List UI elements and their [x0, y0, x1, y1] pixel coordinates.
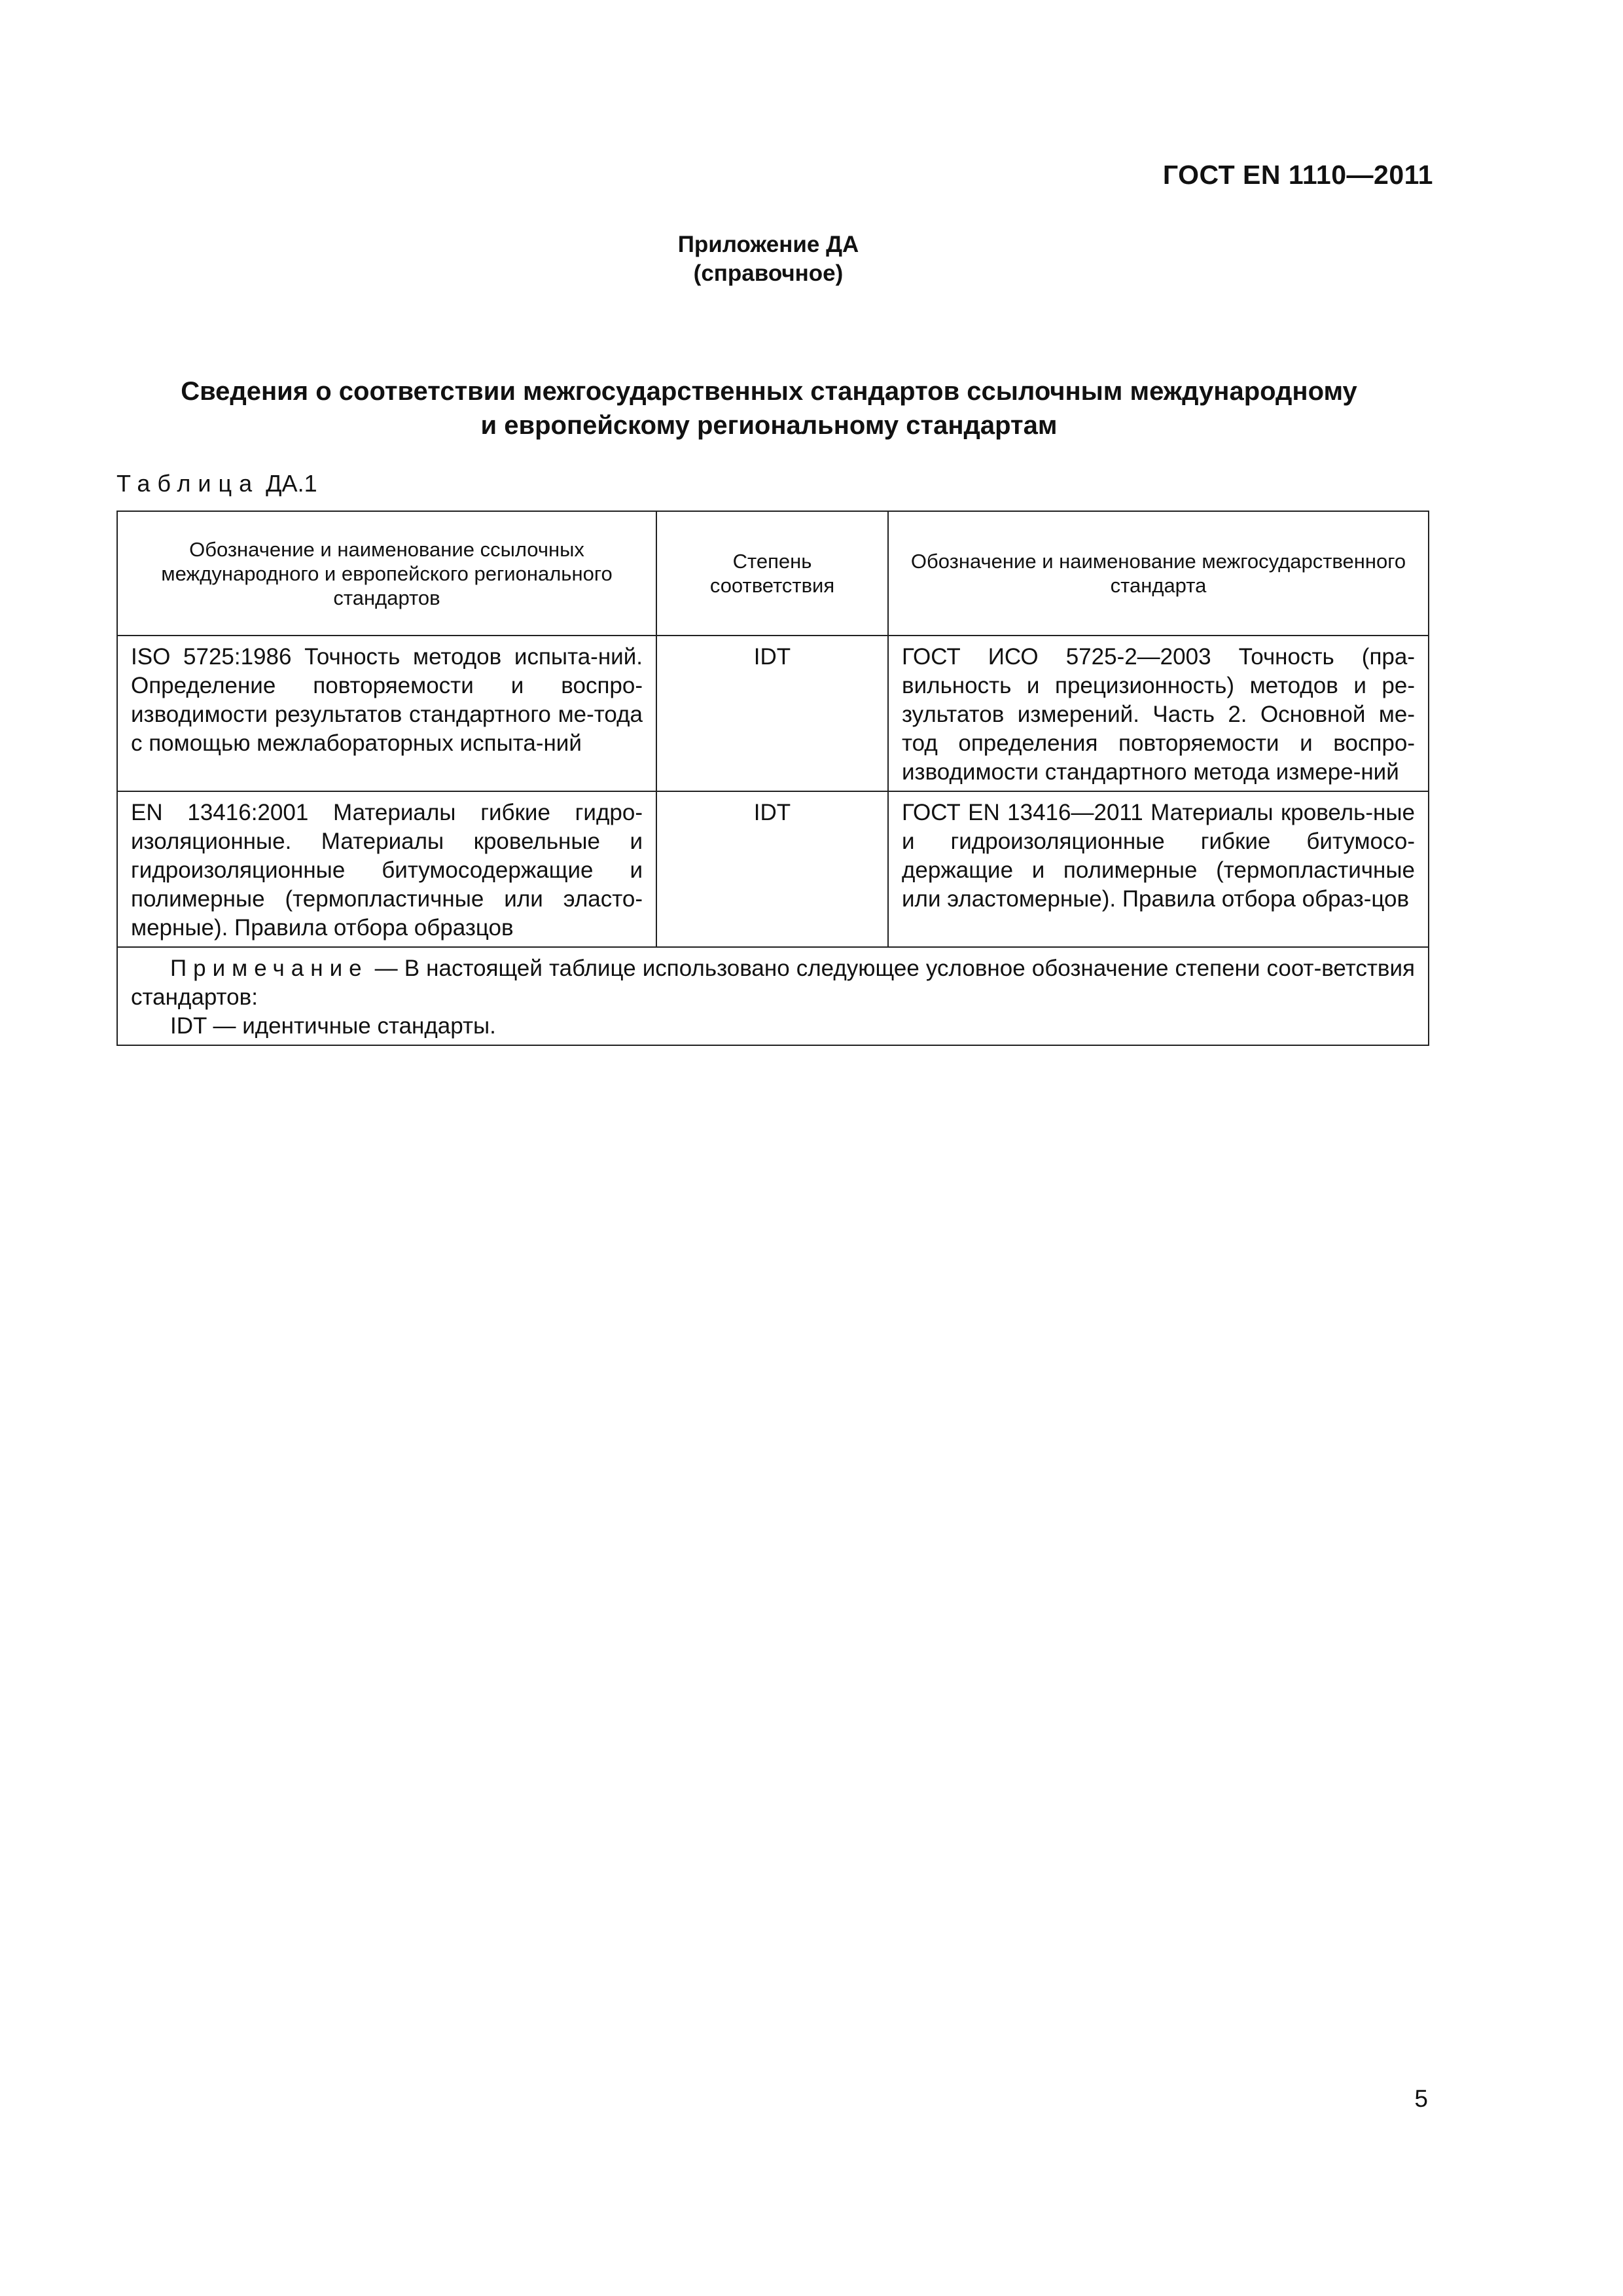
section-title [98, 374, 1440, 442]
note-paragraph [131, 954, 1415, 1012]
annex-title: Приложение ДА [677, 232, 859, 257]
table-caption-word: Таблица [116, 470, 260, 497]
cell-degree: IDT [656, 791, 888, 947]
table-row [117, 791, 1429, 947]
cell-interstate: ГОСТ ИСО 5725-2—2003 Точность (пра-вильность и прецизионность) методов и ре-зультатов измерений. Часть 2. Основной ме-тод определения повторяемости и воспро-изводимости стандартного метода измере-ний [888, 636, 1429, 791]
table-note-row [117, 947, 1429, 1045]
cell-degree: IDT [656, 636, 888, 791]
header-reference-standards: Обозначение и наименование ссылочных международного и европейского регионального стандартов [117, 511, 656, 636]
table-caption [116, 470, 317, 497]
note-item-text: IDT — идентичные стандарты. [170, 1013, 496, 1039]
table-row [117, 636, 1429, 791]
standards-table [116, 511, 1429, 1046]
note-text: — В настоящей таблице использовано следующее условное обозначение степени соот-ветствия стандартов: [131, 956, 1415, 1010]
table-header-row [117, 511, 1429, 636]
note-item [131, 1012, 1415, 1041]
note-label-text: Примечание [170, 956, 368, 981]
annex-heading [0, 230, 1537, 288]
note-label [131, 954, 368, 983]
section-title-line1: Сведения о соответствии межгосударственных стандартов ссылочным международному [181, 377, 1357, 406]
cell-interstate: ГОСТ EN 13416—2011 Материалы кровель-ные и гидроизоляционные гибкие битумосо-держащие и полимерные (термопластичные или эластомерные). Правила отбора образ-цов [888, 791, 1429, 947]
table-note [117, 947, 1429, 1045]
header-degree: Степень соответствия [656, 511, 888, 636]
table-caption-number: ДА.1 [266, 470, 317, 497]
section-title-line2: и европейскому региональному стандартам [480, 411, 1058, 440]
header-interstate-standard: Обозначение и наименование межгосударственного стандарта [888, 511, 1429, 636]
annex-type: (справочное) [693, 260, 844, 286]
cell-reference: ISO 5725:1986 Точность методов испыта-ний. Определение повторяемости и воспро-изводимости результатов стандартного ме-тода с помощью межлабораторных испыта-ний [117, 636, 656, 791]
document-code: ГОСТ EN 1110—2011 [1162, 160, 1433, 190]
page-number: 5 [1414, 2085, 1428, 2112]
cell-reference: EN 13416:2001 Материалы гибкие гидро-изоляционные. Материалы кровельные и гидроизоляционные битумосодержащие и полимерные (термопластичные или эласто-мерные). Правила отбора образцов [117, 791, 656, 947]
